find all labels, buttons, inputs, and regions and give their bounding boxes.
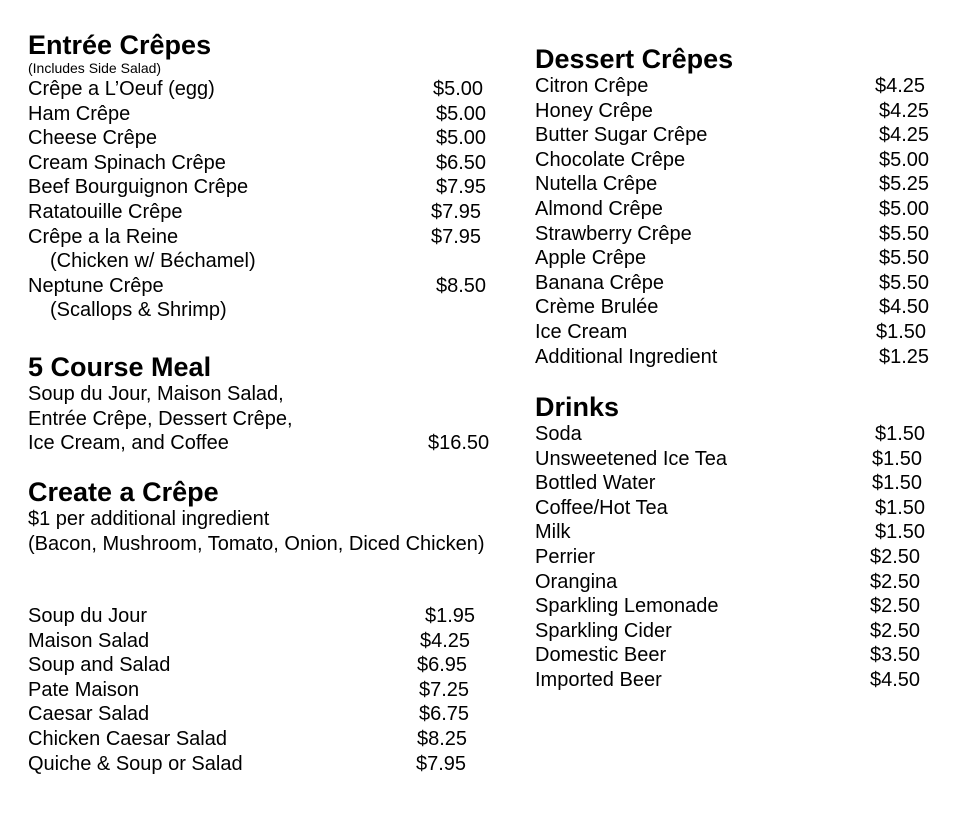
item-name: Almond Crêpe bbox=[535, 197, 663, 220]
item-price: $1.50 bbox=[875, 496, 926, 519]
item-price: $6.50 bbox=[436, 151, 487, 174]
item-name: Citron Crêpe bbox=[535, 75, 649, 97]
item-price: $1.50 bbox=[875, 423, 926, 445]
entree-title: Entrée Crêpes bbox=[28, 30, 212, 60]
item-price: $1.50 bbox=[872, 447, 923, 470]
dessert-title: Dessert Crêpes bbox=[535, 44, 734, 74]
menu-item bbox=[28, 702, 488, 727]
item-price: $7.25 bbox=[419, 678, 470, 701]
create-title: Create a Crêpe bbox=[28, 477, 219, 507]
menu-item bbox=[535, 447, 945, 472]
menu-item bbox=[535, 320, 945, 345]
menu-item bbox=[28, 604, 488, 629]
item-price: $1.95 bbox=[425, 605, 476, 627]
menu-item bbox=[535, 594, 945, 619]
menu-item bbox=[28, 151, 503, 176]
item-price: $4.25 bbox=[420, 629, 471, 652]
course-price: $16.50 bbox=[428, 432, 490, 455]
item-price: $4.25 bbox=[879, 124, 930, 147]
item-name: Soup du Jour bbox=[28, 605, 147, 627]
neptune-description: (Scallops & Shrimp) bbox=[50, 299, 227, 322]
item-price: $5.00 bbox=[879, 197, 930, 220]
item-price: $1.50 bbox=[875, 521, 926, 544]
menu-item bbox=[535, 123, 945, 148]
item-name: Imported Beer bbox=[535, 668, 662, 691]
course-section bbox=[28, 352, 508, 456]
item-price: $2.50 bbox=[870, 545, 921, 568]
item-name: Pate Maison bbox=[28, 678, 140, 701]
course-line-2: Entrée Crêpe, Dessert Crêpe, bbox=[28, 407, 293, 430]
item-price: $3.50 bbox=[870, 644, 921, 667]
menu-item bbox=[28, 678, 488, 703]
item-name: Bottled Water bbox=[535, 472, 656, 495]
item-subtext bbox=[28, 249, 503, 274]
menu-item bbox=[535, 172, 945, 197]
item-name: Caesar Salad bbox=[28, 703, 150, 726]
item-name: Maison Salad bbox=[28, 629, 150, 652]
menu-item bbox=[535, 520, 945, 545]
menu-item bbox=[535, 197, 945, 222]
menu-item bbox=[28, 126, 503, 151]
item-name: Honey Crêpe bbox=[535, 99, 653, 122]
menu-item bbox=[535, 246, 945, 271]
item-price: $5.00 bbox=[433, 78, 484, 100]
item-price: $4.25 bbox=[879, 99, 930, 122]
item-name: Unsweetened Ice Tea bbox=[535, 447, 727, 470]
item-price: $4.25 bbox=[875, 75, 926, 97]
item-price: $4.50 bbox=[870, 668, 921, 691]
menu-item bbox=[535, 222, 945, 247]
drinks-title: Drinks bbox=[535, 392, 620, 422]
menu-item bbox=[535, 471, 945, 496]
item-price: $5.50 bbox=[879, 247, 930, 270]
entree-list bbox=[28, 77, 503, 323]
item-price: $6.75 bbox=[419, 703, 470, 726]
item-name: Domestic Beer bbox=[535, 644, 667, 667]
item-price: $7.95 bbox=[436, 176, 487, 199]
item-name: Chicken Caesar Salad bbox=[28, 727, 227, 750]
menu-item bbox=[535, 295, 945, 320]
course-title: 5 Course Meal bbox=[28, 352, 212, 382]
item-price: $5.00 bbox=[436, 102, 487, 125]
dessert-list bbox=[535, 74, 945, 369]
menu-item bbox=[535, 148, 945, 173]
menu-item bbox=[28, 752, 488, 777]
item-price: $1.50 bbox=[872, 472, 923, 495]
menu-item bbox=[28, 274, 503, 299]
menu-item bbox=[28, 653, 488, 678]
item-price: $4.50 bbox=[879, 296, 930, 319]
item-price: $5.00 bbox=[436, 127, 487, 150]
menu-item bbox=[535, 271, 945, 296]
item-price: $2.50 bbox=[870, 570, 921, 593]
menu-item bbox=[28, 77, 503, 102]
course-line-3-row bbox=[28, 431, 508, 456]
menu-item bbox=[28, 225, 503, 250]
item-name: Sparkling Lemonade bbox=[535, 595, 719, 618]
item-price: $5.50 bbox=[879, 271, 930, 294]
entree-section bbox=[28, 30, 503, 323]
item-name: Crêpe a la Reine bbox=[28, 225, 179, 248]
item-name: Butter Sugar Crêpe bbox=[535, 124, 708, 147]
item-name: Milk bbox=[535, 521, 571, 544]
item-name: Cream Spinach Crêpe bbox=[28, 151, 226, 174]
item-name: Soda bbox=[535, 423, 582, 445]
item-name: Nutella Crêpe bbox=[535, 173, 658, 196]
item-name: Cheese Crêpe bbox=[28, 127, 157, 150]
create-line-1: $1 per additional ingredient bbox=[28, 508, 270, 530]
sides-list bbox=[28, 604, 488, 776]
menu-item bbox=[535, 496, 945, 521]
course-line-1: Soup du Jour, Maison Salad, bbox=[28, 383, 284, 405]
item-price: $5.25 bbox=[879, 173, 930, 196]
item-price: $7.95 bbox=[416, 752, 467, 775]
item-price: $8.50 bbox=[436, 274, 487, 297]
item-price: $5.00 bbox=[879, 148, 930, 171]
item-name: Strawberry Crêpe bbox=[535, 222, 692, 245]
item-price: $5.50 bbox=[879, 222, 930, 245]
item-name: Perrier bbox=[535, 545, 596, 568]
item-price: $6.95 bbox=[417, 654, 468, 677]
reine-description: (Chicken w/ Béchamel) bbox=[50, 250, 256, 273]
item-price: $7.95 bbox=[431, 225, 482, 248]
item-price: $1.50 bbox=[876, 320, 927, 343]
item-subtext bbox=[28, 298, 503, 323]
item-name: Chocolate Crêpe bbox=[535, 148, 686, 171]
item-name: Neptune Crêpe bbox=[28, 274, 164, 297]
item-name: Sparkling Cider bbox=[535, 619, 672, 642]
menu-item bbox=[28, 727, 488, 752]
item-name: Crème Brulée bbox=[535, 296, 659, 319]
item-name: Ratatouille Crêpe bbox=[28, 200, 183, 223]
item-price: $2.50 bbox=[870, 619, 921, 642]
item-name: Ice Cream bbox=[535, 320, 628, 343]
item-name: Quiche & Soup or Salad bbox=[28, 752, 243, 775]
item-name: Apple Crêpe bbox=[535, 247, 647, 270]
menu-item bbox=[535, 643, 945, 668]
item-name: Banana Crêpe bbox=[535, 271, 664, 294]
create-section bbox=[28, 477, 508, 556]
item-name: Beef Bourguignon Crêpe bbox=[28, 176, 249, 199]
menu-item bbox=[535, 345, 945, 370]
item-name: Soup and Salad bbox=[28, 654, 171, 677]
menu-item bbox=[535, 99, 945, 124]
item-name: Ham Crêpe bbox=[28, 102, 131, 125]
entree-note: (Includes Side Salad) bbox=[28, 60, 162, 76]
drinks-section bbox=[535, 392, 945, 693]
menu-item bbox=[28, 175, 503, 200]
menu-item bbox=[535, 545, 945, 570]
menu-item bbox=[28, 629, 488, 654]
menu-item bbox=[535, 619, 945, 644]
menu-item bbox=[535, 668, 945, 693]
dessert-section bbox=[535, 44, 945, 369]
menu-item bbox=[535, 570, 945, 595]
item-name: Crêpe a L’Oeuf (egg) bbox=[28, 78, 215, 100]
item-price: $8.25 bbox=[417, 727, 468, 750]
menu-item bbox=[28, 200, 503, 225]
item-name: Coffee/Hot Tea bbox=[535, 496, 668, 519]
item-price: $7.95 bbox=[431, 200, 482, 223]
menu-item bbox=[535, 422, 945, 447]
item-name: Orangina bbox=[535, 570, 618, 593]
menu-item bbox=[535, 74, 945, 99]
item-price: $1.25 bbox=[879, 345, 930, 368]
item-name: Additional Ingredient bbox=[535, 345, 718, 368]
course-line-3: Ice Cream, and Coffee bbox=[28, 432, 229, 455]
create-line-2: (Bacon, Mushroom, Tomato, Onion, Diced Chicken) bbox=[28, 532, 485, 555]
item-price: $2.50 bbox=[870, 595, 921, 618]
drinks-list bbox=[535, 422, 945, 693]
menu-item bbox=[28, 102, 503, 127]
